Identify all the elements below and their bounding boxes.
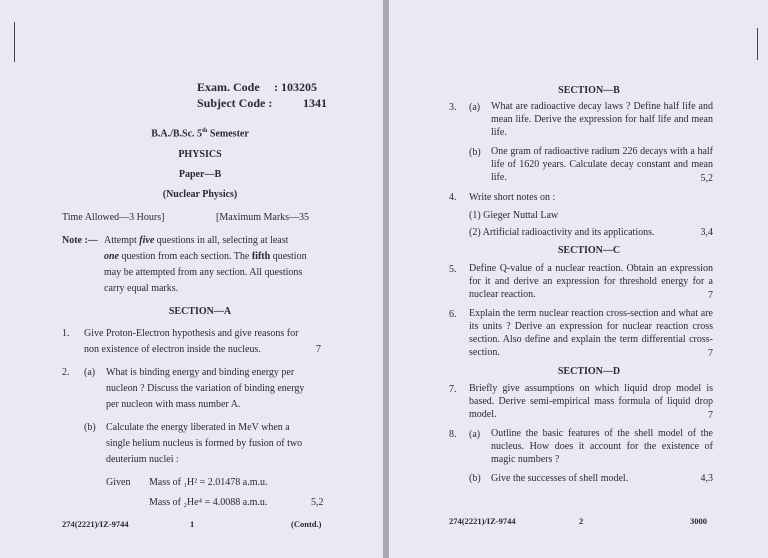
q2-marks: 5,2	[311, 497, 324, 508]
note-line-1: Attempt five questions in all, selecting at least	[104, 235, 289, 246]
q4-number: 4.	[449, 192, 457, 203]
q3b-label: (b)	[469, 147, 481, 158]
subject-title: PHYSICS	[178, 149, 222, 160]
exam-code-label: Exam. Code	[197, 80, 260, 94]
q3a-label: (a)	[469, 102, 481, 113]
page-number: 2	[579, 516, 584, 526]
q8a-label: (a)	[469, 429, 481, 440]
maximum-marks: [Maximum Marks—35	[216, 212, 310, 223]
q2a-line-3: per nucleon with mass number A.	[106, 399, 241, 410]
copies-count: 3000	[690, 516, 707, 526]
q8-number: 8.	[449, 429, 457, 440]
q2b-line-3: deuterium nuclei :	[106, 454, 179, 465]
q2b-line-2: single helium nucleus is formed by fusion of two	[106, 438, 303, 449]
note-line-2: one question from each section. The fifth question	[104, 251, 307, 262]
q6-number: 6.	[449, 309, 457, 320]
q1-line-2: non existence of electron inside the nucleus.	[84, 344, 261, 355]
q7-marks: 7	[708, 410, 713, 421]
left-page	[0, 0, 383, 558]
q8b-label: (b)	[469, 473, 481, 484]
q2a-line-1: What is binding energy and binding energy per	[106, 367, 295, 378]
q8a-text: Outline the basic features of the shell model of the nucleus. How does it account for the existence of magic numbers ?	[491, 428, 713, 465]
page-number: 1	[190, 519, 195, 529]
section-c-heading: SECTION—C	[557, 245, 621, 256]
q4-text: Write short notes on :	[469, 192, 556, 203]
subject-code-label: Subject Code :	[197, 96, 273, 110]
q6-marks: 7	[708, 348, 713, 359]
q4-item-1: (1) Gieger Nuttal Law	[469, 210, 559, 221]
q2a-line-2: nucleon ? Discuss the variation of binding energy	[106, 383, 305, 394]
q7-number: 7.	[449, 384, 457, 395]
margin-mark	[757, 28, 758, 60]
footer-code: 274(2221)/IZ-9744	[449, 516, 516, 526]
q2b-line-1: Calculate the energy liberated in MeV when a	[106, 422, 290, 433]
subject-code-value: 1341	[303, 96, 327, 110]
section-d-heading: SECTION—D	[557, 366, 621, 377]
q5-text: Define Q-value of a nuclear reaction. Obtain an expression for it and derive an expression for threshold energy for a nuclear reaction.	[469, 263, 713, 300]
q7-text: Briefly give assumptions on which liquid drop model is based. Derive semi-empirical mass formula of liquid drop model.	[469, 383, 713, 420]
mass-hydrogen: Mass of ₁H² = 2.01478 a.m.u.	[149, 477, 268, 488]
continued-label: (Contd.)	[291, 519, 322, 529]
note-label: Note :—	[62, 235, 98, 246]
topic-title: (Nuclear Physics)	[162, 189, 238, 200]
margin-mark	[14, 22, 15, 62]
q8b-text: Give the successes of shell model.	[491, 473, 629, 484]
q3a-text: What are radioactive decay laws ? Define half life and mean life. Derive the expression for half life and mean life.	[491, 101, 713, 138]
given-label: Given	[106, 477, 131, 488]
q5-number: 5.	[449, 264, 457, 275]
footer-code: 274(2221)/IZ-9744	[62, 519, 129, 529]
q3-marks: 5,2	[700, 173, 713, 184]
q2a-label: (a)	[84, 367, 96, 378]
exam-code-value: : 103205	[274, 80, 317, 94]
section-a-heading: SECTION—A	[168, 306, 232, 317]
note-line-3: may be attempted from any section. All questions	[104, 267, 303, 278]
course-title: B.A./B.Sc. 5th Semester	[151, 128, 249, 140]
q1-number: 1.	[62, 328, 70, 339]
right-page	[389, 0, 768, 558]
section-b-heading: SECTION—B	[558, 85, 620, 96]
q1-marks: 7	[316, 344, 321, 355]
q4-marks: 3,4	[700, 227, 713, 238]
q5-marks: 7	[708, 290, 713, 301]
q1-line-1: Give Proton-Electron hypothesis and give reasons for	[84, 328, 299, 339]
q3b-text: One gram of radioactive radium 226 decays with a half life of 1620 years. Calculate decay constant and mean life.	[491, 146, 713, 183]
q6-text: Explain the term nuclear reaction cross-section and what are its units ? Derive an expression for nuclear reaction cross section. Also define and explain the term differential cross-section.	[469, 308, 713, 358]
q8-marks: 4,3	[700, 473, 713, 484]
mass-helium: Mass of ₂He⁴ = 4.0088 a.m.u.	[149, 497, 268, 508]
paper-title: Paper—B	[178, 169, 222, 180]
q2-number: 2.	[62, 367, 70, 378]
q2b-label: (b)	[84, 422, 96, 433]
time-allowed: Time Allowed—3 Hours]	[62, 212, 165, 223]
note-line-4: carry equal marks.	[104, 283, 179, 294]
q4-item-2: (2) Artificial radioactivity and its applications.	[469, 227, 655, 238]
q3-number: 3.	[449, 102, 457, 113]
